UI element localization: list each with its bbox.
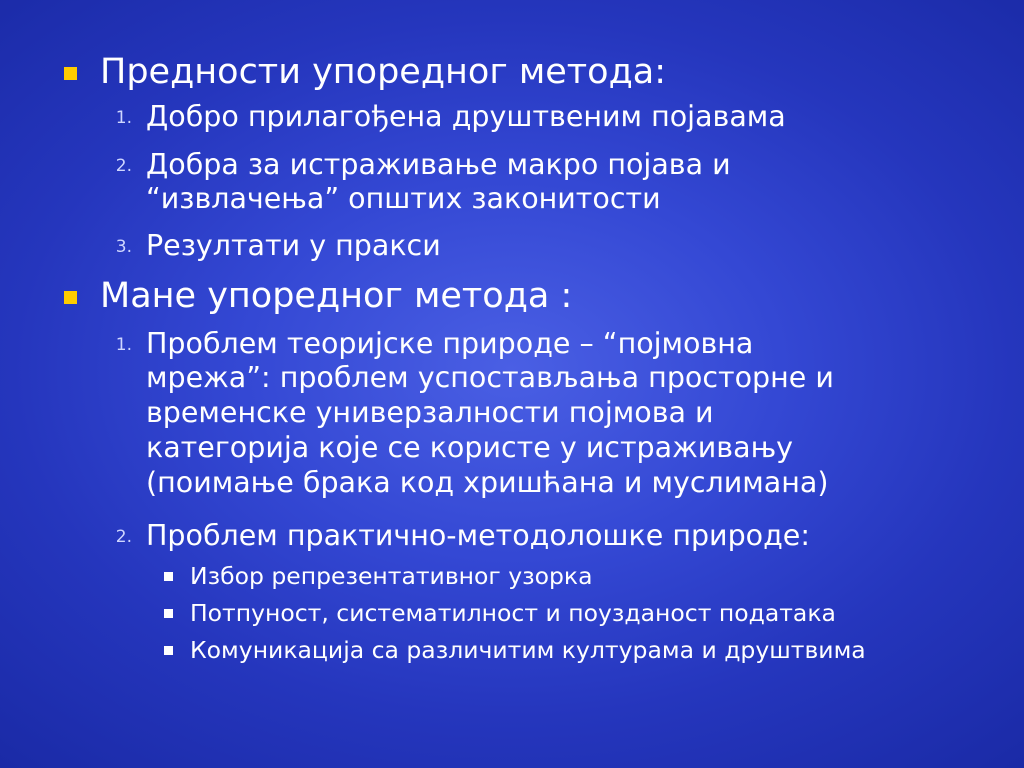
list-item-text-continuation: категорија које се користе у истраживању xyxy=(146,431,794,464)
list-number: 1. xyxy=(115,335,132,355)
section-heading-disadvantages: Мане упоредног метода : xyxy=(100,276,573,316)
list-number: 1. xyxy=(115,108,132,128)
sub-list-item: Комуникација са различитим културама и друштвима xyxy=(190,636,866,664)
bullet-small-square-icon xyxy=(164,572,173,581)
bullet-small-square-icon xyxy=(164,609,173,618)
list-item-text-continuation: мрежа”: проблем успостављања просторне и xyxy=(146,361,834,394)
bullet-square-icon xyxy=(64,67,77,80)
list-item-text-continuation: “извлачења” општих законитости xyxy=(146,182,661,215)
list-item-text: Добро прилагођена друштвеним појавама xyxy=(146,100,786,133)
list-item-text-continuation: временске универзалности појмова и xyxy=(146,396,714,429)
list-number: 3. xyxy=(115,237,132,257)
section-heading-advantages: Предности упоредног метода: xyxy=(100,52,667,92)
list-number: 2. xyxy=(115,527,132,547)
list-item-text: Добра за истраживање макро појава и xyxy=(146,148,731,181)
list-item-text-continuation: (поимање брака код хришћана и муслимана) xyxy=(146,466,829,499)
bullet-square-icon xyxy=(64,291,77,304)
list-item-text: Резултати у пракси xyxy=(146,229,441,262)
list-number: 2. xyxy=(115,156,132,176)
sub-list-item: Избор репрезентативног узорка xyxy=(190,562,593,590)
list-item-text: Проблем практично-методолошке природе: xyxy=(146,519,810,552)
list-item-text: Проблем теоријске природе – “појмовна xyxy=(146,327,754,360)
bullet-small-square-icon xyxy=(164,646,173,655)
sub-list-item: Потпуност, систематилност и поузданост података xyxy=(190,599,836,627)
